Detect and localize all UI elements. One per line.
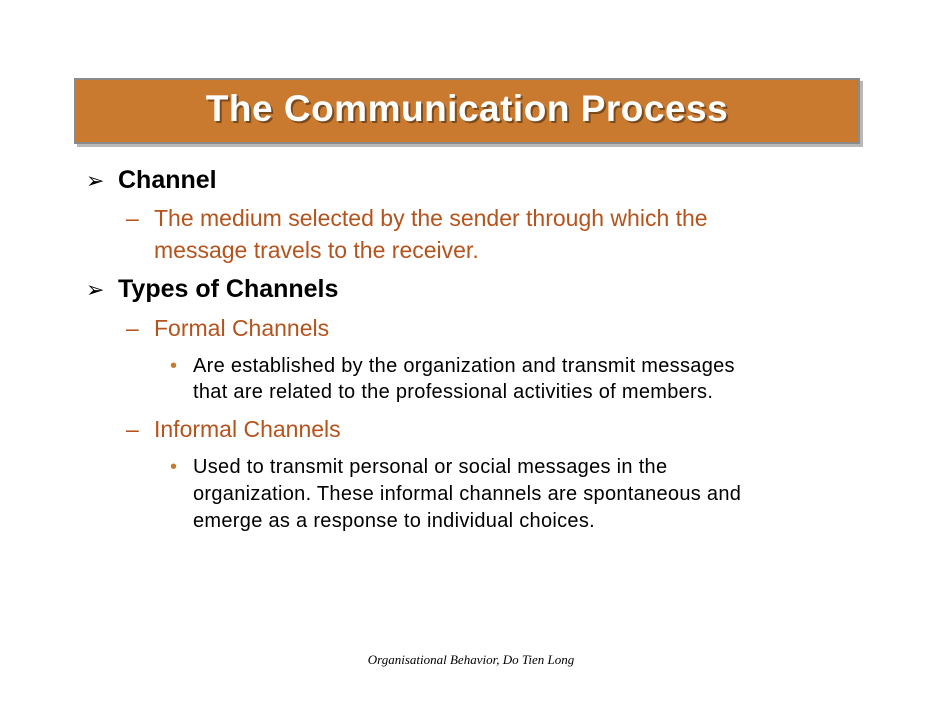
informal-desc-line-2: organization. These informal channels are spontaneous and — [193, 483, 742, 505]
slide-footer: Organisational Behavior, Do Tien Long — [367, 652, 575, 667]
arrowhead-bullet-icon: ➢ — [86, 168, 105, 193]
sub-informal-channels — [126, 416, 341, 443]
informal-desc-line-3: emerge as a response to individual choices. — [193, 510, 596, 532]
dash-bullet-icon: – — [126, 416, 139, 442]
dash-bullet-icon: – — [126, 205, 139, 231]
informal-desc-line-1 — [170, 456, 667, 479]
desc-text: Are established by the organization and transmit messages — [193, 355, 735, 377]
dot-bullet-icon: • — [170, 456, 178, 478]
channel-definition-line-1 — [126, 205, 708, 232]
dot-bullet-icon: • — [170, 355, 178, 377]
slide-title: The Communication Process — [205, 88, 729, 129]
channel-definition-line-2: message travels to the receiver. — [154, 237, 479, 263]
bullet-heading: Channel — [118, 166, 217, 194]
bullet-heading: Types of Channels — [118, 275, 339, 303]
bullet-channel — [86, 166, 217, 195]
sub-label: Informal Channels — [154, 416, 341, 442]
sub-label: Formal Channels — [154, 315, 330, 341]
desc-text: Used to transmit personal or social messages in the — [193, 456, 668, 478]
dash-bullet-icon: – — [126, 315, 139, 341]
arrowhead-bullet-icon: ➢ — [86, 277, 105, 302]
formal-desc-line-2: that are related to the professional activities of members. — [193, 381, 714, 403]
definition-text: The medium selected by the sender through which the — [154, 205, 708, 231]
bullet-types-of-channels — [86, 275, 338, 304]
formal-desc-line-1 — [170, 355, 735, 378]
sub-formal-channels — [126, 315, 329, 342]
